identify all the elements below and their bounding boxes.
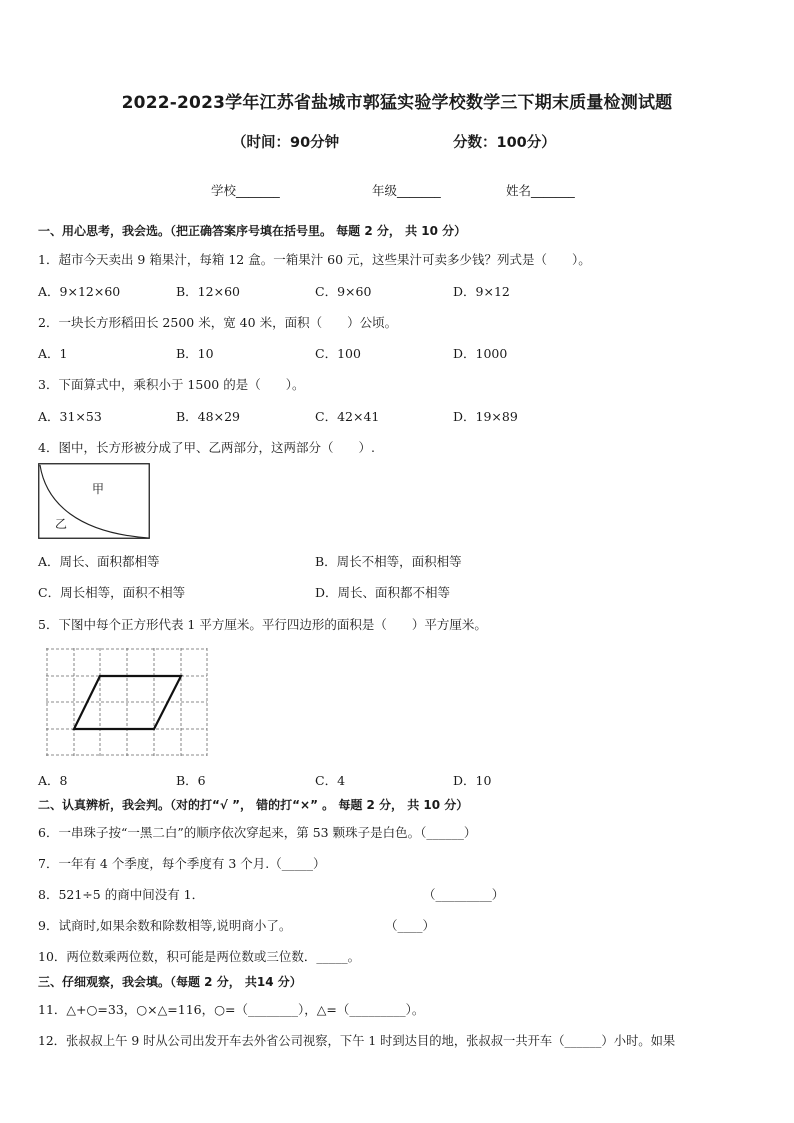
label-jia: 甲 <box>92 482 105 496</box>
label-yi: 乙 <box>55 517 68 531</box>
q4-option-a: A．周长、面积都相等 <box>38 554 160 569</box>
question-9: 9．试商时,如果余数和除数相等,说明商小了。 <box>38 918 292 933</box>
q2-option-d: D．1000 <box>453 346 508 361</box>
exam-score: 分数：100分） <box>453 135 556 151</box>
grid-lines <box>46 648 207 756</box>
school-field: 学校_______ <box>211 183 280 198</box>
q5-option-a: A．8 <box>38 773 68 788</box>
q4-option-c: C．周长相等，面积不相等 <box>38 585 186 600</box>
section-3-heading: 三、仔细观察，我会填。（每题 2 分， 共14 分） <box>38 975 302 989</box>
question-5: 5．下图中每个正方形代表 1 平方厘米。平行四边形的面积是（ ）平方厘米。 <box>38 617 487 632</box>
question-6: 6．一串珠子按“一黑二白”的顺序依次穿起来，第 53 颗珠子是白色。（______） <box>38 825 477 840</box>
q1-option-d: D．9×12 <box>453 284 510 299</box>
grid-figure <box>44 646 210 758</box>
question-7: 7．一年有 4 个季度，每个季度有 3 个月.（_____） <box>38 856 326 871</box>
q2-option-c: C．100 <box>315 346 361 361</box>
q5-option-b: B．6 <box>176 773 206 788</box>
q2-option-a: A．1 <box>38 346 68 361</box>
parallelogram-shape <box>74 676 181 729</box>
q1-option-b: B．12×60 <box>176 284 240 299</box>
question-3: 3．下面算式中，乘积小于 1500 的是（ ）。 <box>38 377 305 392</box>
question-4: 4．图中，长方形被分成了甲、乙两部分，这两部分（ ）. <box>38 440 375 455</box>
q5-option-d: D．10 <box>453 773 492 788</box>
q9-answer-blank: （____） <box>385 918 436 933</box>
q3-option-a: A．31×53 <box>38 409 102 424</box>
q1-option-c: C．9×60 <box>315 284 372 299</box>
page-title: 2022-2023学年江苏省盐城市郭猛实验学校数学三下期末质量检测试题 <box>121 93 673 113</box>
section-2-heading: 二、认真辨析，我会判。（对的打“√ ”， 错的打“×” 。 每题 2 分， 共 10 分） <box>38 798 469 812</box>
q4-option-d: D．周长、面积都不相等 <box>315 585 451 600</box>
section-1-heading: 一、用心思考，我会选。（把正确答案序号填在括号里。 每题 2 分， 共 10 分） <box>38 224 467 238</box>
question-2: 2．一块长方形稻田长 2500 米，宽 40 米，面积（ ）公顷。 <box>38 315 398 330</box>
question-10: 10．两位数乘两位数，积可能是两位数或三位数．_____。 <box>38 949 361 964</box>
question-8: 8．521÷5 的商中间没有 1． <box>38 887 205 902</box>
grade-field: 年级_______ <box>372 183 441 198</box>
q5-option-c: C．4 <box>315 773 346 788</box>
name-field: 姓名_______ <box>506 183 575 198</box>
q3-option-c: C．42×41 <box>315 409 380 424</box>
rectangle-figure <box>38 463 150 539</box>
question-12: 12．张叔叔上午 9 时从公司出发开车去外省公司视察，下午 1 时到达目的地，张叔叔一共开车（______）小时。如果 <box>38 1034 676 1048</box>
q3-option-b: B．48×29 <box>176 409 240 424</box>
q3-option-d: D．19×89 <box>453 409 518 424</box>
exam-time: （时间：90分钟 <box>232 135 340 151</box>
q8-answer-blank: （_________） <box>423 887 505 902</box>
question-11: 11．△+○=33，○×△=116，○=（________），△=（_________）。 <box>38 1002 425 1017</box>
q2-option-b: B．10 <box>176 346 214 361</box>
grid-parallelogram-diagram <box>44 646 210 758</box>
question-1: 1．超市今天卖出 9 箱果汁，每箱 12 盒。一箱果汁 60 元，这些果汁可卖多少钱？列式是（ ）。 <box>38 252 591 267</box>
q4-option-b: B．周长不相等，面积相等 <box>315 554 462 569</box>
q1-option-a: A．9×12×60 <box>38 284 121 299</box>
